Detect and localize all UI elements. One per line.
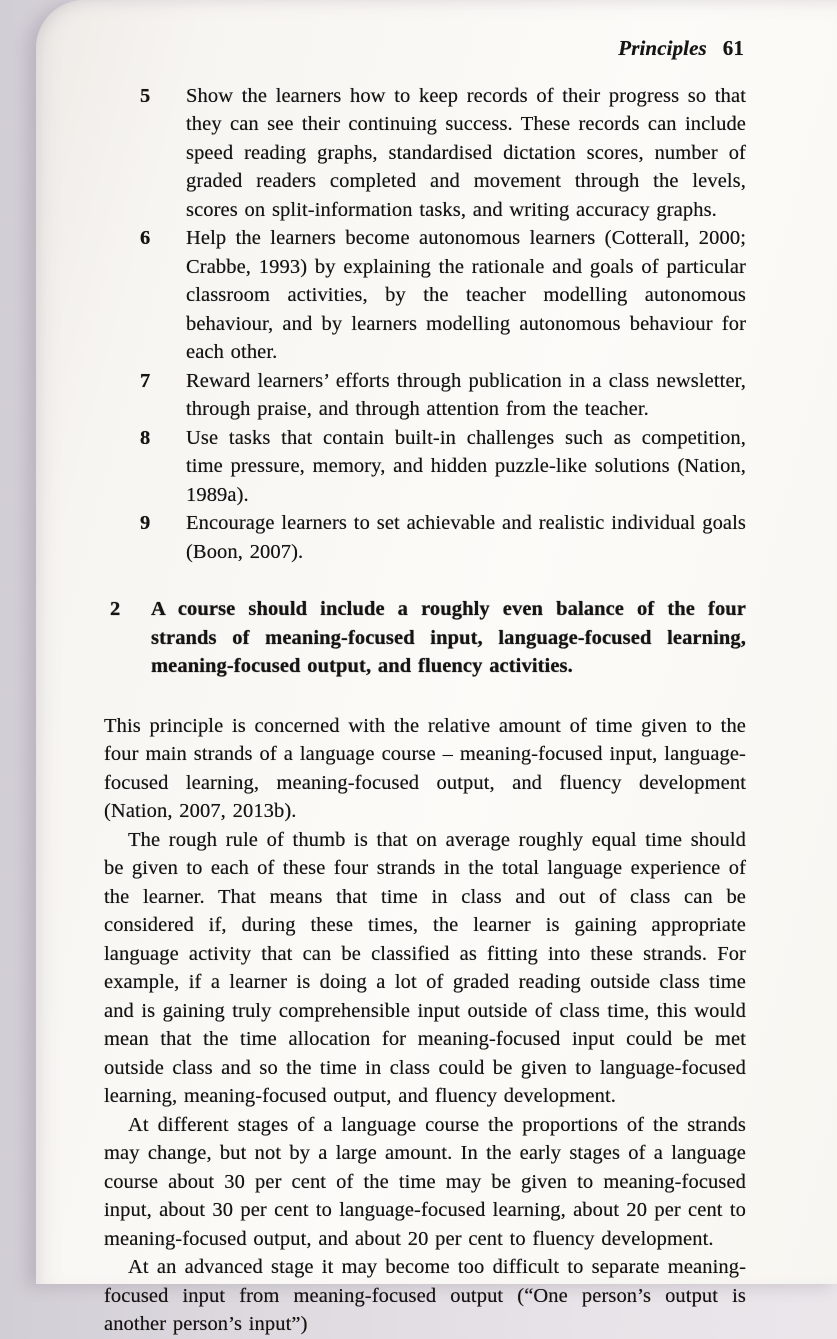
item-number: 6 [140, 227, 151, 249]
item-text: Reward learners’ efforts through publication in a class newsletter, through praise, and through attention from the teacher. [186, 369, 746, 420]
principle-text: A course should include a roughly even balance of the four strands of meaning-focused input, language-focused learning, meaning-focused output, and fluency activities. [151, 598, 746, 677]
running-header-title: Principles [618, 36, 707, 60]
item-text: Help the learners become autonomous learners (Cotterall, 2000; Crabbe, 1993) by explaining the rationale and goals of particular classroom activities, by the teacher modelling autonomous behaviour, and by learners modelling autonomous behaviour for each other. [186, 227, 746, 363]
list-item-9 [104, 509, 746, 566]
page-number: 61 [722, 36, 744, 60]
item-number: 5 [140, 84, 151, 107]
book-page [36, 0, 837, 1335]
body-paragraph: The rough rule of thumb is that on average roughly equal time should be given to each of these four strands in the total language experience of the learner. That means that time in class and out of class can be considered if, during these times, the learner is gaining appropriate language activity that can be classified as fitting into these strands. For example, if a learner is doing a lot of graded reading outside class time and is gaining truly comprehensible input outside of class time, this would mean that the time allocation for meaning-focused input could be met outside class and so the time in class could be given to language-focused learning, meaning-focused output, and fluency development. [104, 828, 746, 1107]
body-paragraph: At an advanced stage it may become too difficult to separate meaning-focused input from meaning-focused output (“One person’s output is another person’s input”) [104, 1256, 746, 1335]
page-content [104, 34, 746, 1339]
running-header [104, 34, 746, 63]
list-item-8 [104, 424, 746, 510]
numbered-list [104, 82, 746, 567]
body-paragraph: This principle is concerned with the relative amount of time given to the four main strands of a language course – meaning-focused input, language-focused learning, meaning-focused output, and fluency development (Nation, 2007, 2013b). [104, 714, 746, 822]
item-text: Encourage learners to set achievable and realistic individual goals (Boon, 2007). [186, 512, 746, 563]
item-number: 7 [140, 369, 151, 392]
list-item-5 [104, 82, 746, 225]
list-item-7 [104, 367, 746, 424]
item-number: 9 [140, 512, 151, 534]
body-paragraph: At different stages of a language course the proportions of the strands may change, but not by a large amount. In the early stages of a language course about 30 per cent of the time may be given to meaning-focused input, about 30 per cent to language-focused learning, about 20 per cent to meaning-focused output, and about 20 per cent to fluency development. [104, 1113, 746, 1250]
item-number: 8 [140, 426, 151, 449]
item-text: Show the learners how to keep records of their progress so that they can see their continuing success. These records can include speed reading graphs, standardised dictation scores, number of graded readers completed and movement through the levels, scores on split-information tasks, and writing accuracy graphs. [186, 84, 746, 221]
list-item-6 [104, 224, 746, 367]
principle-number: 2 [110, 598, 121, 620]
body-text [104, 712, 746, 1339]
item-text: Use tasks that contain built-in challenges such as competition, time pressure, memory, and hidden puzzle-like solutions (Nation, 1989a). [186, 426, 746, 506]
principle-heading [104, 595, 746, 681]
